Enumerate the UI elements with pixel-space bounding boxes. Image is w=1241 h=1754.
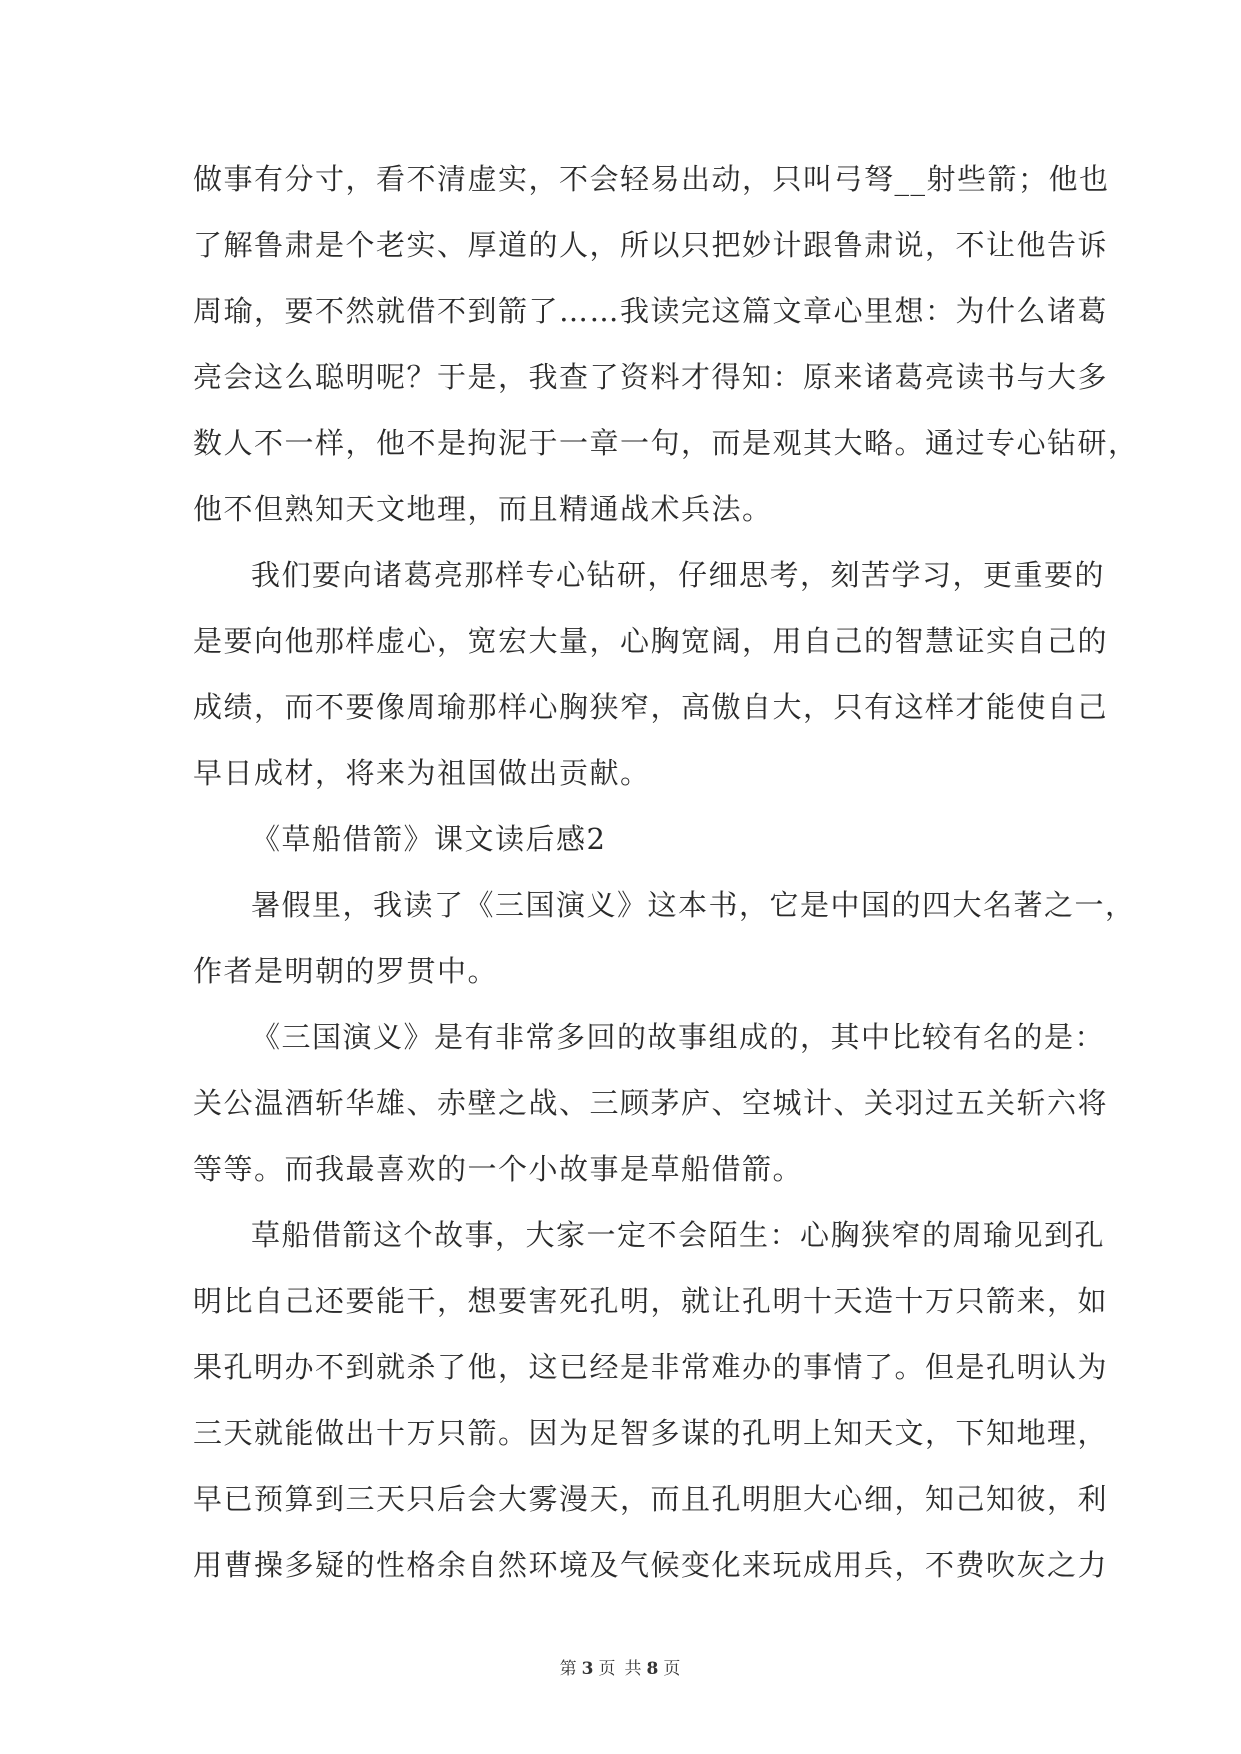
text-line: 作者是明朝的罗贯中。: [193, 954, 499, 988]
page-footer: [0, 1654, 1241, 1679]
text-line: 三天就能做出十万只箭。因为足智多谋的孔明上知天文，下知地理，: [193, 1416, 1109, 1450]
footer-prefix: 第: [559, 1659, 578, 1679]
text-line: 等等。而我最喜欢的一个小故事是草船借箭。: [193, 1152, 804, 1186]
text-line: 亮会这么聪明呢？于是，我查了资料才得知：原来诸葛亮读书与大多: [193, 360, 1109, 394]
footer-suffix: 页: [663, 1659, 682, 1679]
paragraph-start-line: 我们要向诸葛亮那样专心钻研，仔细思考，刻苦学习，更重要的: [251, 558, 1106, 592]
body-text: [193, 146, 1139, 1598]
text-line: 明比自己还要能干，想要害死孔明，就让孔明十天造十万只箭来，如: [193, 1284, 1109, 1318]
text-line: 早日成材，将来为祖国做出贡献。: [193, 756, 651, 790]
text-line: 做事有分寸，看不清虚实，不会轻易出动，只叫弓弩__射些箭；他也: [193, 162, 1110, 196]
text-line: 用曹操多疑的性格余自然环境及气候变化来玩成用兵，不费吹灰之力: [193, 1548, 1109, 1582]
paragraph-start-line: 草船借箭这个故事，大家一定不会陌生：心胸狭窄的周瑜见到孔: [251, 1218, 1106, 1252]
text-line: 早已预算到三天只后会大雾漫天，而且孔明胆大心细，知己知彼，利: [193, 1482, 1109, 1516]
paragraph-start-line: 暑假里，我读了《三国演义》这本书，它是中国的四大名著之一，: [251, 888, 1136, 922]
section-heading: 《草船借箭》课文读后感2: [251, 822, 607, 856]
text-line: 是要向他那样虚心，宽宏大量，心胸宽阔，用自己的智慧证实自己的: [193, 624, 1109, 658]
text-line: 了解鲁肃是个老实、厚道的人，所以只把妙计跟鲁肃说，不让他告诉: [193, 228, 1109, 262]
footer-total-pages: 8: [646, 1659, 660, 1679]
text-line: 关公温酒斩华雄、赤壁之战、三顾茅庐、空城计、关羽过五关斩六将: [193, 1086, 1109, 1120]
text-line: 他不但熟知天文地理，而且精通战术兵法。: [193, 492, 773, 526]
paragraph-start-line: 《三国演义》是有非常多回的故事组成的，其中比较有名的是：: [251, 1020, 1106, 1054]
text-line: 果孔明办不到就杀了他，这已经是非常难办的事情了。但是孔明认为: [193, 1350, 1109, 1384]
text-line: 周瑜，要不然就借不到箭了……我读完这篇文章心里想：为什么诸葛: [193, 294, 1109, 328]
text-line: 数人不一样，他不是拘泥于一章一句，而是观其大略。通过专心钻研，: [193, 426, 1139, 460]
footer-current-page: 3: [581, 1659, 595, 1679]
footer-total-word: 共: [624, 1659, 643, 1679]
footer-page-word: 页: [598, 1659, 617, 1679]
text-line: 成绩，而不要像周瑜那样心胸狭窄，高傲自大，只有这样才能使自己: [193, 690, 1109, 724]
